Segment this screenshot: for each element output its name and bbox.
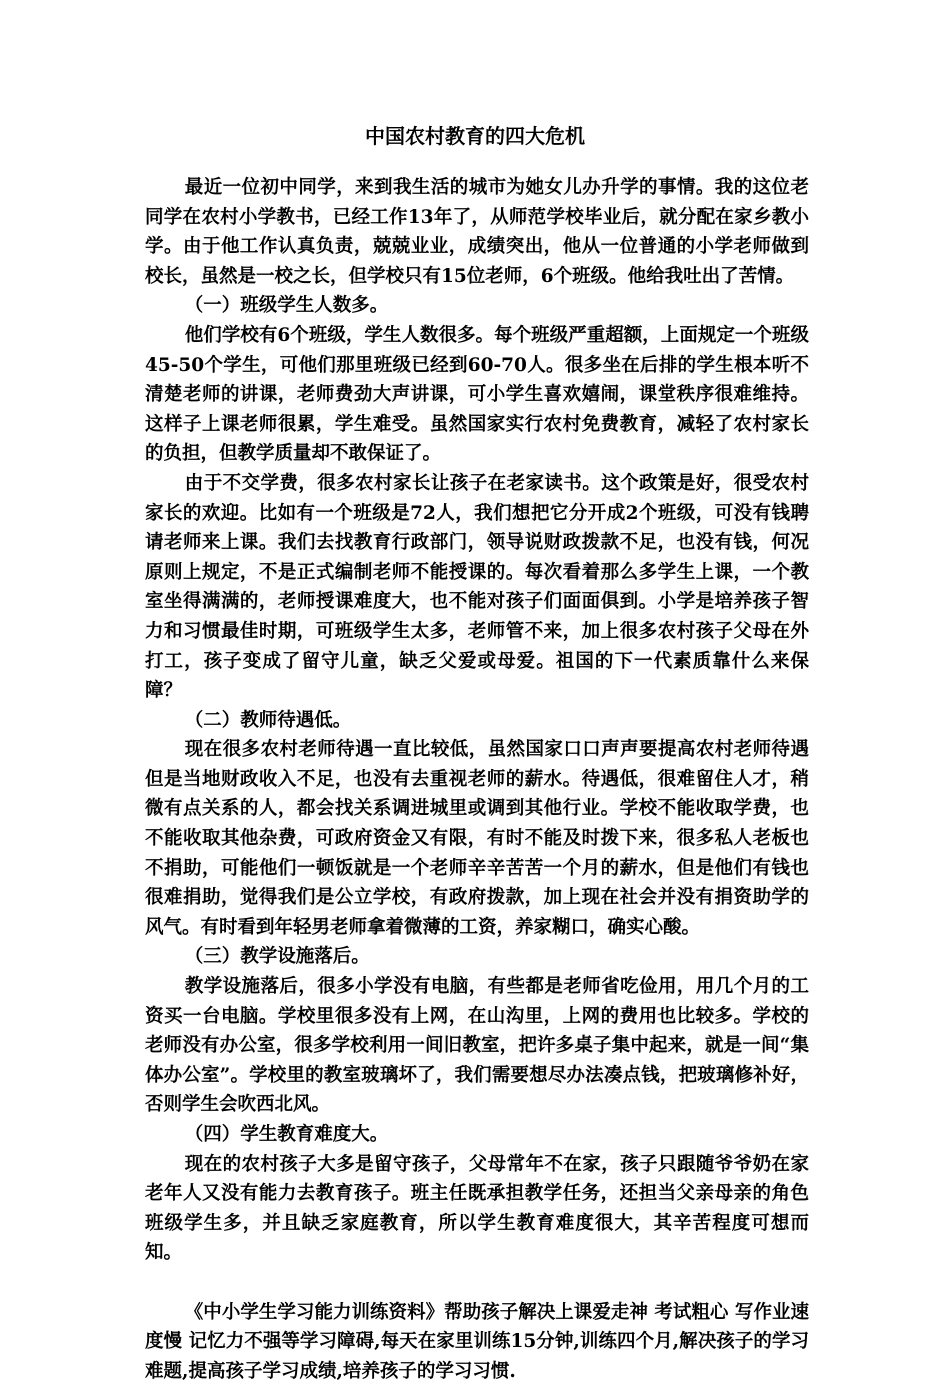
body-paragraph: 现在的农村孩子大多是留守孩子，父母常年不在家，孩子只跟随爷爷奶在家老年人又没有能力去教育孩子。班主任既承担教学任务，还担当父亲母亲的角色班级学生多，并且缺乏家庭教育，所以学生教育难度很大，其辛苦程度可想而知。: [145, 1153, 809, 1264]
section-heading: （一）班级学生人数多。: [184, 295, 389, 317]
body-paragraph: 他们学校有6个班级，学生人数很多。每个班级严重超额，上面规定一个班级45-50个学生，可他们那里班级已经到60-70人。很多坐在后排的学生根本听不清楚老师的讲课，老师费劲大声讲课，可小学生喜欢嬉闹，课堂秩序很难维持。这样子上课老师很累，学生难受。虽然国家实行农村免费教育，减轻了农村家长的负担，但教学质量却不敢保证了。: [145, 324, 809, 465]
section-heading: （三）教学设施落后。: [184, 946, 370, 968]
document-title: 中国农村教育的四大危机: [365, 124, 585, 148]
body-paragraph: 现在很多农村老师待遇一直比较低，虽然国家口口声声要提高农村老师待遇但是当地财政收入不足，也没有去重视老师的薪水。待遇低，很难留住人才，稍微有点关系的人，都会找关系调进城里或调到其他行业。学校不能收取学费，也不能收取其他杂费，可政府资金又有限，有时不能及时拨下来，很多私人老板也不捐助，可能他们一顿饭就是一个老师辛辛苦苦一个月的薪水，但是他们有钱也很难捐助，觉得我们是公立学校，有政府拨款，加上现在社会并没有捐资助学的风气。有时看到年轻男老师拿着微薄的工资，养家糊口，确实心酸。: [145, 739, 809, 938]
body-paragraph: 教学设施落后，很多小学没有电脑，有些都是老师省吃俭用，用几个月的工资买一台电脑。学校里很多没有上网，在山沟里，上网的费用也比较多。学校的老师没有办公室，很多学校利用一间旧教室，把许多桌子集中起来，就是一间“集体办公室”。学校里的教室玻璃坏了，我们需要想尽办法凑点钱，把玻璃修补好，否则学生会吹西北风。: [145, 976, 809, 1116]
section-heading: （四）学生教育难度大。: [184, 1124, 389, 1145]
section-heading: （二）教师待遇低。: [184, 709, 352, 731]
paragraph-spacer: [145, 1268, 809, 1298]
document-body: [145, 173, 809, 1386]
body-paragraph: 最近一位初中同学，来到我生活的城市为她女儿办升学的事情。我的这位老同学在农村小学教书，已经工作13年了，从师范学校毕业后，就分配在家乡教小学。由于他工作认真负责，兢兢业业，成绩突出，他从一位普通的小学老师做到校长，虽然是一校之长，但学校只有15位老师，6个班级。他给我吐出了苦情。: [145, 177, 809, 287]
footer-note: 《中小学生学习能力训练资料》帮助孩子解决上课爱走神 考试粗心 写作业速度慢 记忆力不强等学习障碍,每天在家里训练15分钟,训练四个月,解决孩子的学习难题,提高孩子学习成绩,培养孩子的学习习惯.: [145, 1301, 809, 1382]
body-paragraph: 由于不交学费，很多农村家长让孩子在老家读书。这个政策是好，很受农村家长的欢迎。比如有一个班级是72人，我们想把它分开成2个班级，可没有钱聘请老师来上课。我们去找教育行政部门，领导说财政拨款不足，也没有钱，何况原则上规定，不是正式编制老师不能授课的。每次看着那么多学生上课，一个教室坐得满满的，老师授课难度大，也不能对孩子们面面俱到。小学是培养孩子智力和习惯最佳时期，可班级学生太多，老师管不来，加上很多农村孩子父母在外打工，孩子变成了留守儿童，缺乏父爱或母爱。祖国的下一代素质靠什么来保障？: [145, 472, 809, 702]
